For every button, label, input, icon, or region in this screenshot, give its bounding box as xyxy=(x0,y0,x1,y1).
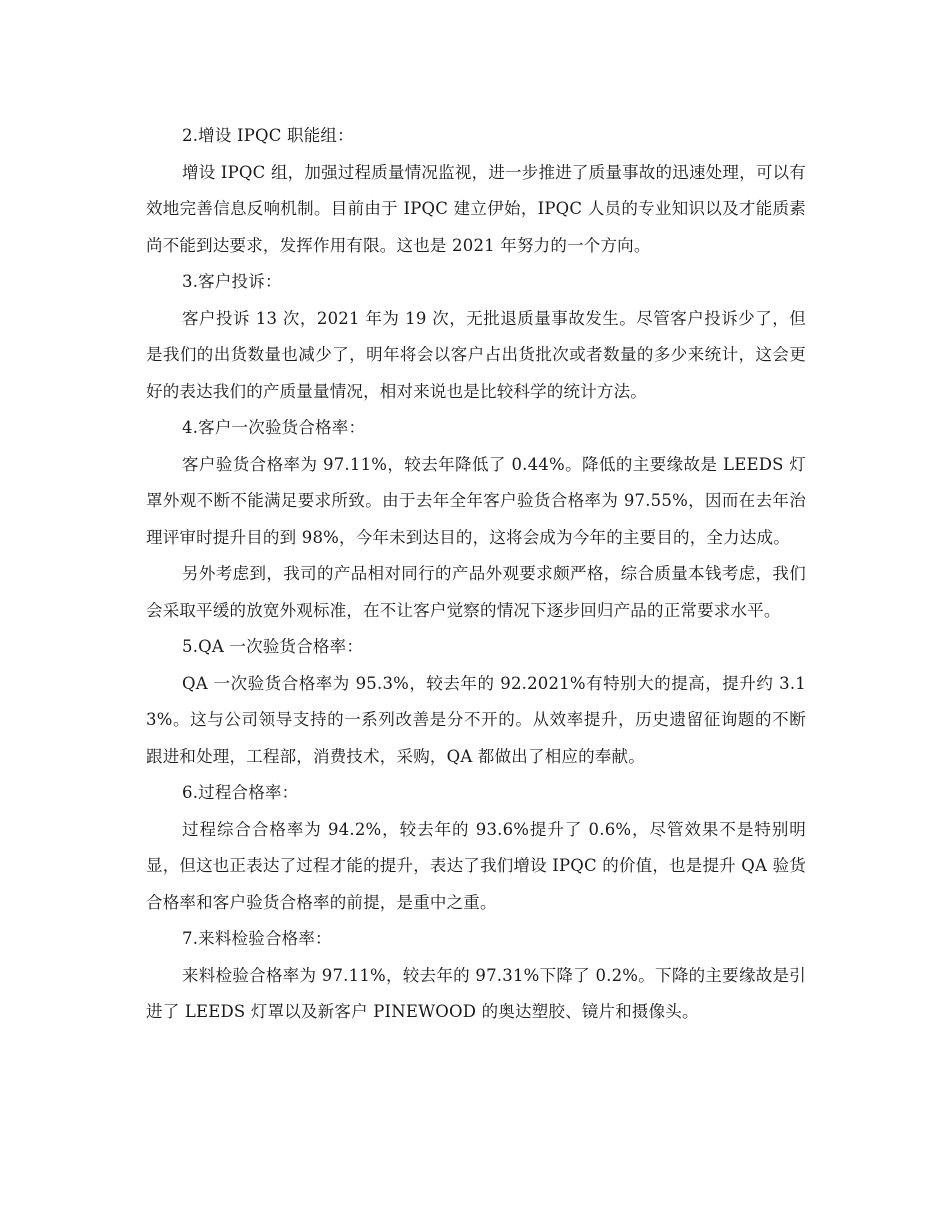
section-heading-customer-pass-rate: 4.客户一次验货合格率： xyxy=(182,418,366,437)
section-heading-ipqc: 2.增设 IPQC 职能组： xyxy=(182,126,354,145)
paragraph-customer-pass-rate: 客户验货合格率为 97.11%，较去年降低了 0.44%。降低的主要缘故是 LEEDS 灯罩外观不断不能满足要求所致。由于去年全年客户验货合格率为 97.55%，因而在去年治理评审时提升目的到 98%，今年未到达目的，这将会成为今年的主要目的，全力达成。 xyxy=(146,454,806,547)
section-heading-process-pass-rate: 6.过程合格率： xyxy=(182,783,299,802)
paragraph-ipqc: 增设 IPQC 组，加强过程质量情况监视，进一步推进了质量事故的迅速处理，可以有效地完善信息反响机制。目前由于 IPQC 建立伊始，IPQC 人员的专业知识以及才能质素尚不能到达要求，发挥作用有限。这也是 2021 年努力的一个方向。 xyxy=(146,162,806,255)
section-heading-incoming-pass-rate: 7.来料检验合格率： xyxy=(182,929,332,948)
section-heading-complaints: 3.客户投诉： xyxy=(182,272,282,291)
section-heading-qa-pass-rate: 5.QA 一次验货合格率： xyxy=(182,637,364,656)
document-body xyxy=(146,118,806,1031)
paragraph-complaints: 客户投诉 13 次，2021 年为 19 次，无批退质量事故发生。尽管客户投诉少了，但是我们的出货数量也减少了，明年将会以客户占出货批次或者数量的多少来统计，这会更好的表达我们的产质量量情况，相对来说也是比较科学的统计方法。 xyxy=(146,308,806,401)
paragraph-process-pass-rate: 过程综合合格率为 94.2%，较去年的 93.6%提升了 0.6%，尽管效果不是特别明显，但这也正表达了过程才能的提升，表达了我们增设 IPQC 的价值，也是提升 QA 验货合格率和客户验货合格率的前提，是重中之重。 xyxy=(146,819,806,912)
paragraph-qa-pass-rate: QA 一次验货合格率为 95.3%，较去年的 92.2021%有特别大的提高，提升约 3.13%。这与公司领导支持的一系列改善是分不开的。从效率提升，历史遗留征询题的不断跟进和处理，工程部，消费技术，采购，QA 都做出了相应的奉献。 xyxy=(146,673,806,766)
paragraph-customer-pass-rate-extra: 另外考虑到，我司的产品相对同行的产品外观要求颇严格，综合质量本钱考虑，我们会采取平缓的放宽外观标准，在不让客户觉察的情况下逐步回归产品的正常要求水平。 xyxy=(146,564,806,620)
paragraph-incoming-pass-rate: 来料检验合格率为 97.11%，较去年的 97.31%下降了 0.2%。下降的主要缘故是引进了 LEEDS 灯罩以及新客户 PINEWOOD 的奥达塑胶、镜片和摄像头。 xyxy=(146,965,806,1021)
